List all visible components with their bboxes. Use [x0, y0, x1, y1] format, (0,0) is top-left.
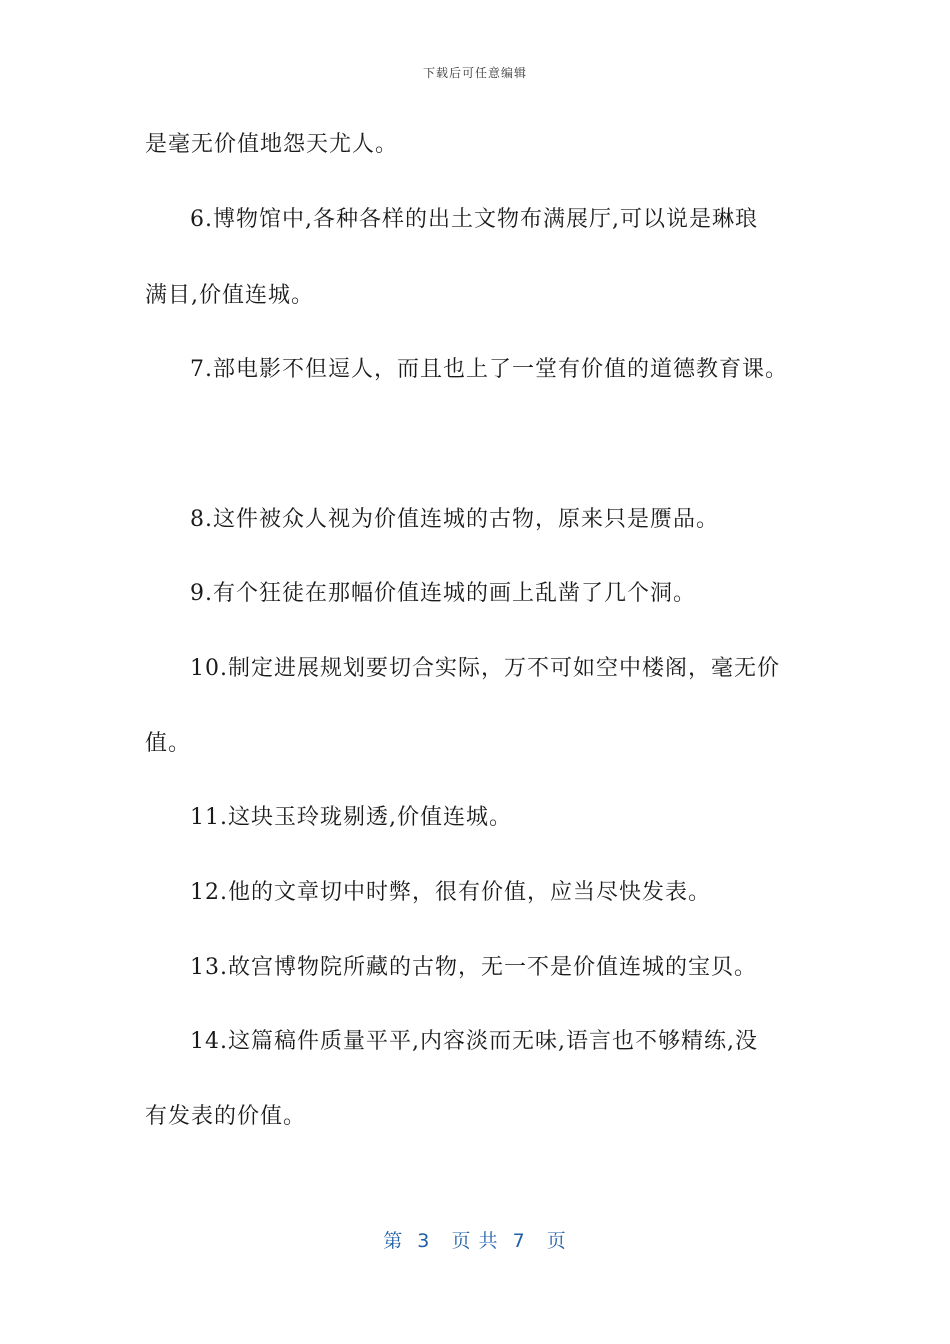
- text-line: 11.这块玉玲珑剔透,价值连城。: [190, 805, 512, 830]
- text-line: 是毫无价值地怨天尤人。: [145, 132, 399, 157]
- text-line: 14.这篇稿件质量平平,内容淡而无味,语言也不够精练,没: [190, 1029, 758, 1054]
- text-line: 9.有个狂徒在那幅价值连城的画上乱凿了几个洞。: [190, 581, 696, 606]
- text-line: 10.制定进展规划要切合实际，万不可如空中楼阁，毫无价: [190, 656, 780, 681]
- text-line: 12.他的文章切中时弊，很有价值，应当尽快发表。: [190, 880, 711, 905]
- text-line: 满目,价值连城。: [145, 283, 314, 308]
- text-line: 6.博物馆中,各种各样的出土文物布满展厅,可以说是琳琅: [190, 207, 758, 232]
- text-line: 有发表的价值。: [145, 1104, 307, 1129]
- text-line: 13.故宫博物院所藏的古物，无一不是价值连城的宝贝。: [190, 955, 757, 980]
- page-footer: 第 3 页 共 7 页: [383, 1230, 567, 1252]
- page-header: 下载后可任意编辑: [422, 66, 527, 80]
- text-line: 7.部电影不但逗人，而且也上了一堂有价值的道德教育课。: [190, 357, 788, 382]
- text-line: 8.这件被众人视为价值连城的古物，原来只是赝品。: [190, 507, 719, 532]
- text-line: 值。: [145, 731, 192, 756]
